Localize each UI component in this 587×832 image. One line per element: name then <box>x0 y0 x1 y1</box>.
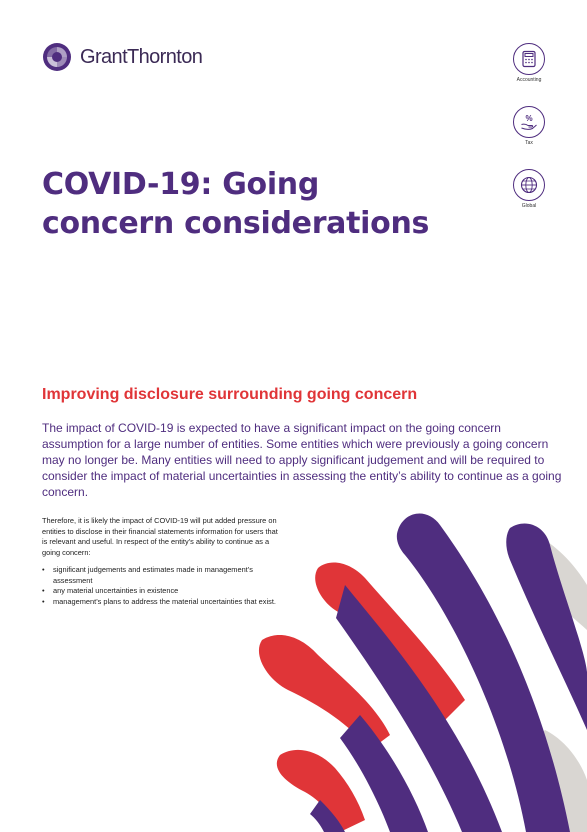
body-paragraph: Therefore, it is likely the impact of COVID-19 will put added pressure on entities to disclose in their financial statements information for users that is relevant and useful. In respect of the entity’s ability to continue as a going concern: <box>42 516 278 558</box>
badge-global <box>512 169 546 209</box>
badge-tax <box>512 106 546 146</box>
grant-thornton-logo-icon <box>42 42 72 72</box>
list-item: • management’s plans to address the material uncertainties that exist. <box>42 597 282 608</box>
section-subheading: Improving disclosure surrounding going concern <box>42 386 418 403</box>
globe-icon <box>519 175 539 195</box>
badge-label: Accounting <box>516 77 542 83</box>
badge-accounting-circle <box>513 43 545 75</box>
page-title-line-1: COVID-19: Going <box>42 167 320 202</box>
badge-label: Global <box>521 203 537 209</box>
badge-label: Tax <box>525 140 533 146</box>
decorative-ribbons <box>240 500 587 832</box>
page-title <box>42 165 512 243</box>
badge-tax-circle <box>513 106 545 138</box>
svg-text:%: % <box>525 114 533 123</box>
calculator-icon <box>520 50 538 68</box>
badge-global-circle <box>513 169 545 201</box>
lead-paragraph: The impact of COVID-19 is expected to have a significant impact on the going concern assumption for a large number of entities. Some entities which were previously a going concern may no longer be. Many entities will need to apply significant judgement and will be required to consider the impact of material uncertainties in assessing the entity’s ability to continue as a going concern. <box>42 421 562 499</box>
badge-accounting <box>512 43 546 83</box>
list-item: • any material uncertainties in existence <box>42 586 282 597</box>
brand-logo[interactable] <box>42 42 202 72</box>
brand-name: GrantThornton <box>80 45 203 68</box>
percent-hand-icon <box>519 112 539 132</box>
page-title-line-2: concern considerations <box>42 206 430 241</box>
list-item: • significant judgements and estimates made in management’s assessment <box>42 565 282 586</box>
